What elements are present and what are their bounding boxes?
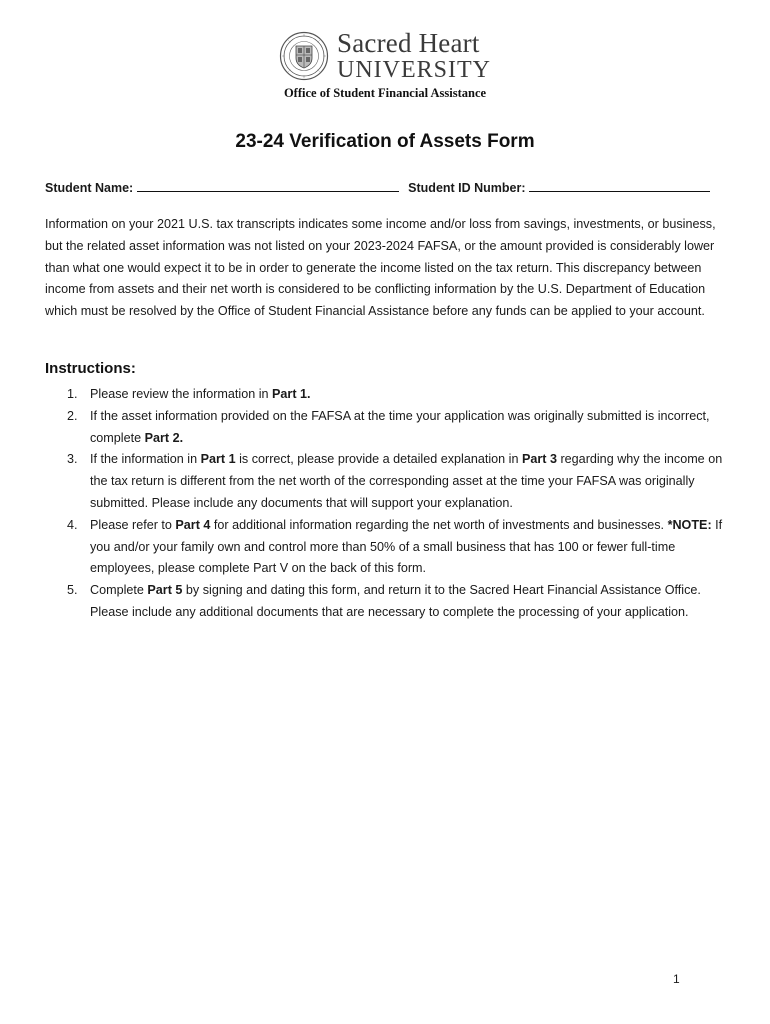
instruction-emphasis: *NOTE:	[667, 517, 712, 532]
student-fields	[45, 180, 725, 195]
intro-paragraph: Information on your 2021 U.S. tax transcripts indicates some income and/or loss from savings, investments, or business, but the related asset information was not listed on your 2023-2024 FAFSA, or the amount provided is considerably lower than what one would expect it to be in order to generate the income listed on the tax return. This discrepancy between income from assets and their net worth is considered to be conflicting information by the U.S. Department of Education which must be resolved by the Office of Student Financial Assistance before any funds can be applied to your account.	[45, 217, 716, 319]
instruction-item	[45, 449, 725, 514]
instruction-number: 5.	[67, 583, 78, 598]
office-name: Office of Student Financial Assistance	[283, 86, 487, 100]
instruction-item	[45, 406, 725, 450]
instruction-emphasis: Part 1	[200, 452, 236, 467]
student-name-label: Student Name:	[45, 181, 134, 195]
instruction-text: If you and/or your family own and control more than 50% of a small business that has 100 or fewer full-time employees, please complete Part V on the back of this form.	[90, 517, 723, 576]
instruction-text: by signing and dating this form, and return it to the Sacred Heart Financial Assistance Office. Please include any additional documents that are necessary to complete the processing of your application.	[90, 583, 701, 619]
instruction-number: 3.	[67, 452, 78, 467]
logo-line-2: UNIVERSITY	[337, 57, 491, 83]
instruction-number: 4.	[67, 517, 78, 532]
instruction-text: If the asset information provided on the FAFSA at the time your application was originally submitted is incorrect, complete	[90, 408, 710, 445]
letterhead	[0, 28, 770, 101]
university-seal-icon	[279, 31, 329, 81]
form-title: 23-24 Verification of Assets Form	[235, 131, 535, 152]
instructions-heading: Instructions:	[45, 360, 136, 377]
university-logo	[0, 28, 770, 84]
instruction-number: 1.	[67, 387, 78, 401]
instruction-text: for additional information regarding the net worth of investments and businesses.	[210, 517, 668, 532]
instruction-number: 2.	[67, 408, 78, 423]
logo-line-1: Sacred Heart	[337, 28, 480, 58]
instruction-text: is correct, please provide a detailed explanation in	[235, 452, 522, 467]
student-id-field[interactable]	[529, 180, 710, 192]
student-name-field[interactable]	[137, 180, 399, 192]
instruction-text: If the information in	[90, 452, 201, 467]
logo-wordmark	[337, 30, 491, 82]
instruction-emphasis: Part 4	[175, 517, 211, 532]
instruction-text: Complete	[90, 583, 148, 598]
student-id-label: Student ID Number:	[408, 181, 526, 195]
instruction-item	[45, 515, 725, 580]
instruction-emphasis: Part 1.	[272, 387, 311, 401]
instructions-list	[45, 384, 725, 624]
instruction-text: regarding why the income on the tax return is different from the net worth of the corresponding asset at the time your FAFSA was originally submitted. Please include any documents that will support your explanation.	[90, 452, 723, 510]
instruction-emphasis: Part 2.	[144, 430, 184, 445]
instruction-text: Please review the information in	[90, 387, 273, 401]
instruction-emphasis: Part 5	[147, 583, 183, 598]
page-number: 1	[673, 972, 680, 986]
instruction-item	[45, 580, 725, 624]
instruction-emphasis: Part 3	[521, 452, 557, 467]
instruction-item	[45, 384, 725, 406]
instruction-text: Please refer to	[90, 517, 176, 532]
